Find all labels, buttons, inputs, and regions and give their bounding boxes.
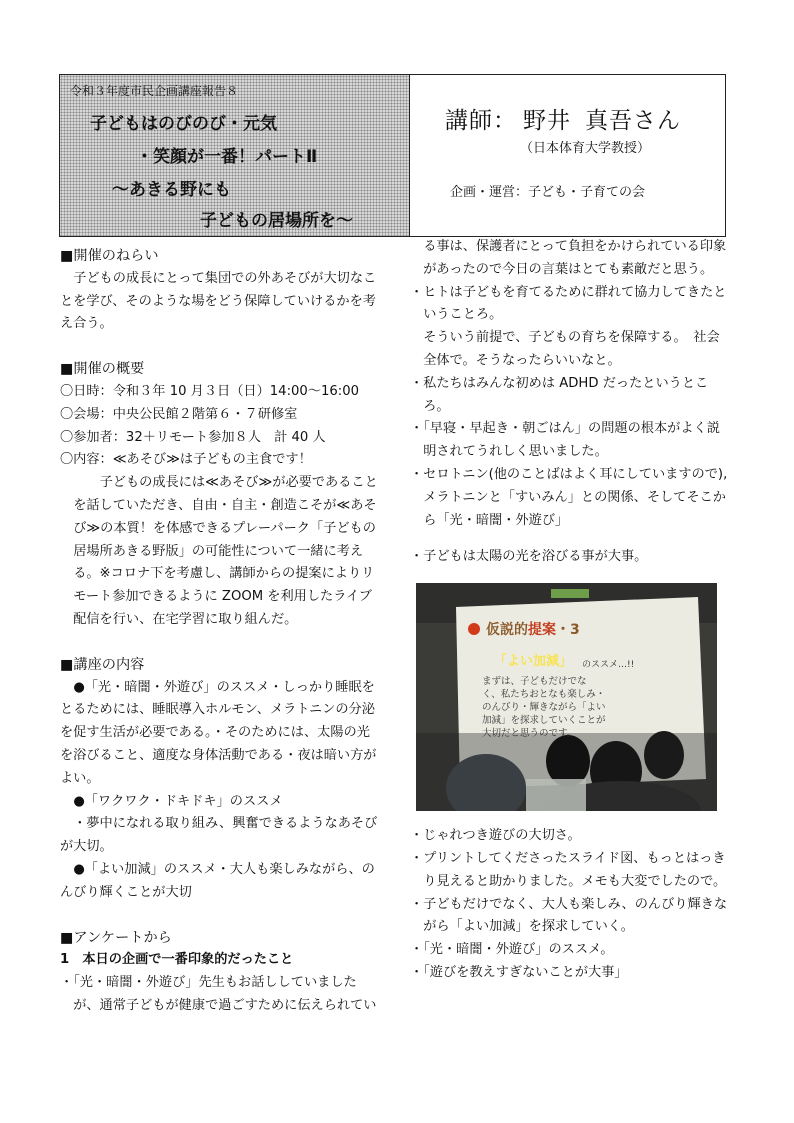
slide-banner: 「よい加減」 bbox=[494, 654, 573, 670]
slide-body-line: 加減」を探求していくことが bbox=[482, 715, 606, 727]
title-panel bbox=[60, 75, 410, 236]
lecturer-given-name: 真吾さん bbox=[585, 108, 681, 134]
slide-body bbox=[482, 675, 606, 740]
report-header bbox=[59, 74, 726, 237]
overview-heading: ■開催の概要 bbox=[60, 361, 145, 378]
overview-content-label: 〇内容：≪あそび≫は子どもの主食です！ bbox=[60, 452, 312, 468]
survey-bullet: ・「早寝・早起き・朝ごはん」の問題の根本がよく説明されてうれしく思いました。 bbox=[410, 421, 720, 460]
right-column bbox=[410, 236, 730, 985]
organizer: 企画・運営：子ども・子育ての会 bbox=[450, 185, 646, 200]
slide-banner-tail: のススメ…!! bbox=[582, 660, 635, 671]
report-label: 令和３年度市民企画講座報告８ bbox=[70, 84, 239, 98]
lecturer-family-name: 野井 bbox=[523, 108, 571, 134]
survey-bullet: ・「光・暗闇・外遊び」のススメ。 bbox=[410, 942, 614, 958]
lecture-item-2: ●「ワクワク・ドキドキ」のススメ bbox=[73, 793, 283, 809]
title-line-1: 子どもはのびのび・元気 bbox=[90, 114, 277, 134]
survey-bullet: ・セロトニン(他のことばはよく耳にしていますので),メラトニンと「すいみん」との関係、そしてそこから「光・暗闇・外遊び」 bbox=[410, 466, 728, 528]
survey-heading: ■アンケートから bbox=[60, 929, 172, 946]
survey-bullet: ・ヒトは子どもを育てるために群れて協力してきたということろ。 bbox=[410, 284, 727, 323]
slide-body-line: まずは、子どもだけでな bbox=[482, 676, 587, 688]
lecture-photo bbox=[416, 583, 717, 811]
overview-venue: 〇会場：中央公民館２階第６・７研修室 bbox=[60, 406, 298, 422]
left-column bbox=[60, 245, 382, 1018]
title-line-2: ・笑顔が一番！パートⅡ bbox=[136, 147, 318, 167]
aim-heading: ■開催のねらい bbox=[60, 248, 159, 264]
survey-bullet: ・じゃれつき遊びの大切さ。 bbox=[410, 828, 581, 844]
survey-bullet: ・私たちはみんな初めは ADHD だったというところ。 bbox=[410, 375, 709, 414]
survey-bullet: ・子どもだけでなく、大人も楽しみ、のんびり輝きながら「よい加減」を探求していく。 bbox=[410, 896, 728, 935]
lecture-item-1: ●「光・暗闇・外遊び」のススメ・しっかり睡眠をとるためには、睡眠導入ホルモン、メラトニンの分泌を促す生活が必要である。・そのためには、太陽の光を浴びること、適度な身体活動である・夜は暗い方がよい。 bbox=[60, 679, 377, 786]
survey-continuation: る事は、保護者にとって負担をかけられている印象があったので今日の言葉はとても素敵だと思う。 bbox=[423, 239, 727, 277]
lecturer-affiliation: （日本体育大学教授） bbox=[520, 141, 651, 156]
slide-body-line: 大切だと思うのです。 bbox=[482, 728, 577, 740]
title-line-4: 子どもの居場所を～ bbox=[200, 211, 353, 231]
overview-content-text: 子どもの成長には≪あそび≫が必要であることを話していただき、自由・自主・創造こそが≪あそび≫の本質！を体感できるプレーパーク「子どもの居場所あきる野版」の可能性について一緒に考える。※コロナ下を考慮し、講師からの提案によりリモート参加できるように ZOOM を利用したライブ配信を行い、在宅学習に取り組んだ。 bbox=[73, 475, 378, 627]
lecturer-panel bbox=[410, 75, 725, 236]
slide-title-main: 提案 bbox=[528, 622, 556, 639]
survey-answer-1: ・「光・暗闇・外遊び」先生もお話ししていましたが、通常子どもが健康で過ごすために伝えられてい bbox=[60, 975, 377, 1013]
lecturer-prefix: 講師： bbox=[445, 108, 517, 134]
survey-bullet: ・プリントしてくださったスライド図、もっとはっきり見えると助かりました。メモも大変でしたので。 bbox=[410, 850, 727, 889]
slide-title-number: ・3 bbox=[556, 622, 580, 639]
overview-participants: 〇参加者：32＋リモート参加８人 計 40 人 bbox=[60, 429, 326, 445]
survey-bullet: ・「遊びを教えすぎないことが大事」 bbox=[410, 964, 628, 980]
slide-title-prefix: 仮説的 bbox=[486, 622, 528, 639]
survey-plain-text: そういう前提で、子どもの育ちを保障する。 社会全体で。そうなったらいいなと。 bbox=[423, 330, 720, 368]
aim-text: 子どもの成長にとって集団での外あそびが大切なことを学び、そのような場をどう保障していけるかを考え合う。 bbox=[60, 270, 377, 332]
survey-question-1: 1 本日の企画で一番印象的だったこと bbox=[60, 952, 294, 968]
overview-date: 〇日時：令和３年 10 月３日（日）14:00～16:00 bbox=[60, 383, 359, 399]
lecture-item-3: ・夢中になれる取り組み、興奮できるようなあそびが大切。 bbox=[60, 816, 378, 855]
lecturer-line bbox=[445, 102, 681, 135]
lecture-heading: ■講座の内容 bbox=[60, 656, 145, 673]
title-line-3: ～あきる野にも bbox=[112, 180, 231, 200]
slide-body-line: のんびり・輝きながら「よい bbox=[482, 702, 606, 714]
slide-body-line: く、私たちおとなも楽しみ・ bbox=[482, 689, 606, 701]
lecture-item-4: ●「よい加減」のススメ・大人も楽しみながら、のんびり輝くことが大切 bbox=[60, 861, 375, 900]
slide-title bbox=[486, 619, 580, 642]
survey-bullet: ・子どもは太陽の光を浴びる事が大事。 bbox=[410, 549, 648, 565]
